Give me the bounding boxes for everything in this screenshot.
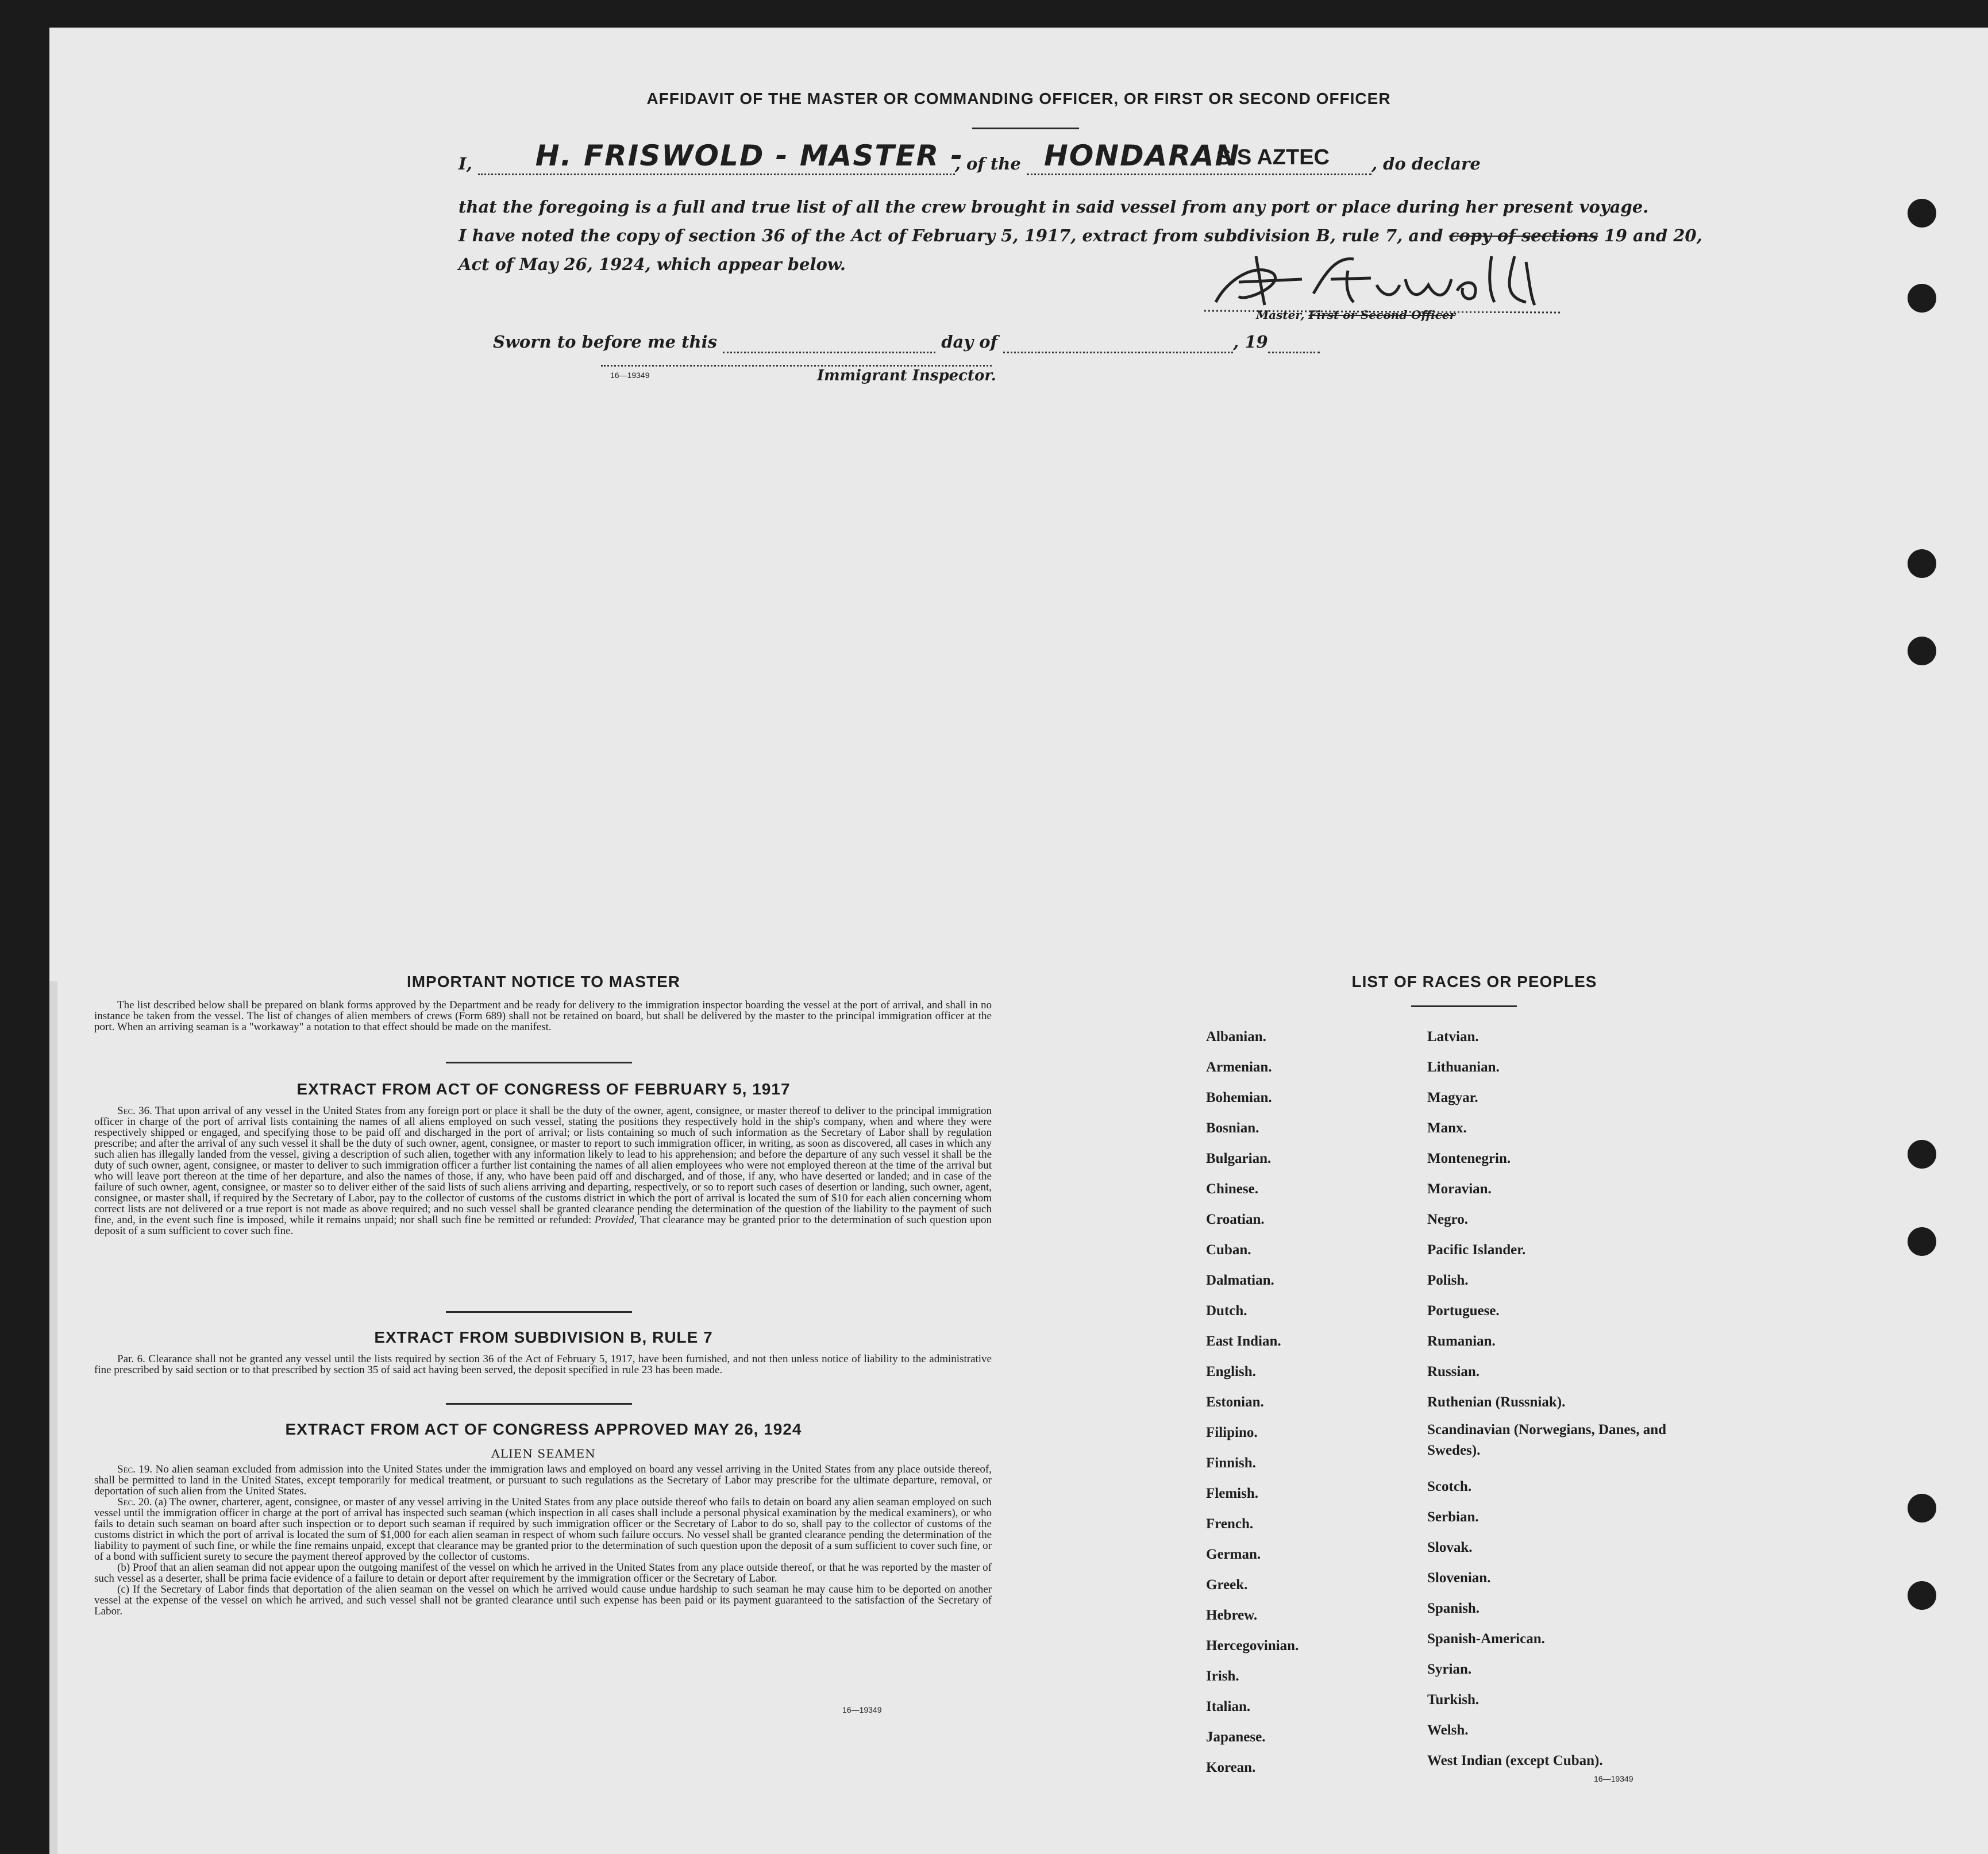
punch-hole	[1908, 199, 1936, 228]
sworn-prefix: Sworn to before me this	[493, 332, 717, 352]
race-item: Rumanian.	[1427, 1333, 1496, 1349]
sworn-day-label: day of	[941, 332, 998, 352]
punch-hole	[1908, 1581, 1936, 1610]
affidavit-line-3-text: I have noted the copy of section 36 of the Act of February 5, 1917, extract from subdivision B, rule 7, and	[459, 226, 1443, 245]
race-item: German.	[1206, 1547, 1261, 1562]
race-item: Manx.	[1427, 1120, 1467, 1136]
master-name-field	[478, 139, 964, 175]
race-item: Dalmatian.	[1206, 1273, 1274, 1288]
race-item: Latvian.	[1427, 1029, 1479, 1044]
divider	[1411, 1005, 1517, 1007]
divider	[972, 128, 1079, 129]
race-item: Armenian.	[1206, 1059, 1272, 1075]
section-label: Sec. 19.	[117, 1463, 153, 1475]
affidavit-line-3-end: 19 and 20,	[1604, 226, 1702, 245]
punch-hole	[1908, 1494, 1936, 1522]
affidavit-line-2: that the foregoing is a full and true list of all the crew brought in said vessel from any port or place during her present voyage.	[459, 197, 1649, 217]
race-item: Portuguese.	[1427, 1303, 1500, 1319]
race-item: Serbian.	[1427, 1509, 1479, 1525]
race-item: Slovenian.	[1427, 1570, 1491, 1586]
act-1924-heading: EXTRACT FROM ACT OF CONGRESS APPROVED MAY 26, 1924	[285, 1420, 802, 1438]
vessel-stamp: S S AZTEC	[1216, 145, 1330, 169]
race-item: Slovak.	[1427, 1540, 1473, 1555]
section-label: Sec. 20.	[117, 1496, 152, 1508]
punch-hole	[1908, 1140, 1936, 1169]
form-number: 16—19349	[842, 1705, 882, 1714]
affidavit-heading: AFFIDAVIT OF THE MASTER OR COMMANDING OFFICER, OR FIRST OR SECOND OFFICER	[646, 90, 1391, 107]
section-20a-body: (a) The owner, charterer, agent, consignee, or master of any vessel arriving in the United States from any place outside thereof who fails to detain on board any alien seaman employed on such vessel until the immigration officer in charge at the port of arrival has inspected such seaman (which inspection in all cases shall include a personal physical examination by the medical examiners), or who fails to detain such seaman on board after such inspection or to deport such seaman if required by such immigration officer or the Secretary of Labor to do so, shall pay to the collector of customs of the customs district in which the port of arrival is located the sum of $1,000 for each alien seaman in respect of whom such failure occurs. No vessel shall be granted clearance pending the determination of the liability to payment of such fine, or while the fine remains unpaid, except that clearance may be granted prior to the determination of such question upon the deposit of a sum sufficient to cover such fine, or of a bond with sufficient surety to secure the payment thereof approved by the collector of customs.	[94, 1496, 992, 1563]
sworn-year-field	[1268, 332, 1320, 353]
notice-text: The list described below shall be prepared on blank forms approved by the Department and be ready for delivery to the immigration inspector boarding the vessel at the port of arrival, and shall in no instance be taken from the vessel. The list of changes of alien members of crews (Form 689) shall not be retained on board, but shall be delivered by the master to the principal immigration officer at the port. When an arriving seaman is a "workaway" a notation to that effect should be made on the manifest.	[94, 999, 992, 1033]
race-item: East Indian.	[1206, 1333, 1281, 1349]
vessel-field	[1027, 139, 1371, 175]
affidavit-line-4: Act of May 26, 1924, which appear below.	[459, 255, 846, 274]
inspector-signature-line	[601, 365, 992, 367]
master-signature	[1204, 239, 1561, 319]
notice-heading: IMPORTANT NOTICE TO MASTER	[406, 973, 681, 990]
punch-hole	[1908, 549, 1936, 578]
race-item: Estonian.	[1206, 1394, 1264, 1410]
race-item: Hercegovinian.	[1206, 1638, 1299, 1653]
struck-title: First or Second Officer	[1308, 308, 1456, 322]
race-item: Scandinavian (Norwegians, Danes, and Swedes).	[1427, 1422, 1667, 1458]
sworn-month-field	[1003, 332, 1233, 353]
alien-seamen-subheading: ALIEN SEAMEN	[491, 1447, 596, 1460]
race-item: Croatian.	[1206, 1212, 1265, 1227]
race-item: Dutch.	[1206, 1303, 1247, 1319]
races-heading: LIST OF RACES OR PEOPLES	[1351, 973, 1597, 990]
rule-7-heading: EXTRACT FROM SUBDIVISION B, RULE 7	[374, 1328, 713, 1346]
section-19-body: No alien seaman excluded from admission into the United States under the immigration laws and employed on board any vessel arriving in the United States from any place outside thereof, shall be permitted to land in the United States, except temporarily for medical treatment, or pursuant to such regulations as the Secretary of Labor may prescribe for the ultimate departure, removal, or deportation of such alien from the United States.	[94, 1463, 992, 1497]
race-item: Turkish.	[1427, 1692, 1480, 1707]
race-item: Flemish.	[1206, 1486, 1258, 1501]
race-item: Pacific Islander.	[1427, 1242, 1526, 1258]
race-item: Russian.	[1427, 1364, 1480, 1379]
of-the-label: , of the	[954, 154, 1021, 174]
race-item: Finnish.	[1206, 1455, 1256, 1471]
race-item: Welsh.	[1427, 1722, 1469, 1738]
divider	[446, 1311, 632, 1313]
race-item: Filipino.	[1206, 1425, 1258, 1440]
race-item: Moravian.	[1427, 1181, 1492, 1197]
do-declare-label: , do declare	[1371, 154, 1481, 174]
punch-hole	[1908, 284, 1936, 313]
punch-hole	[1908, 637, 1936, 665]
race-item: West Indian (except Cuban).	[1427, 1753, 1603, 1768]
section-20b-text: (b) Proof that an alien seaman did not appear upon the outgoing manifest of the vessel on which he arrived in the United States from any place outside thereof, or that he was reported by the master of such vessel as a deserter, shall be prima facie evidence of a failure to detain or deport after requirement by the immigration officer or the Secretary of Labor.	[94, 1562, 992, 1585]
form-number: 16—19349	[1594, 1774, 1633, 1783]
declarant-prefix: I,	[459, 154, 472, 174]
section-20c-text: (c) If the Secretary of Labor finds that deportation of the alien seaman on the vessel on which he arrived would cause undue hardship to such seaman he may cause him to be deported on another vessel at the expense of the vessel on which he arrived, and such vessel shall not be granted clearance until such expense has been paid or its payment guaranteed to the satisfaction of the Secretary of Labor.	[94, 1583, 992, 1617]
sworn-year-label: , 19	[1233, 332, 1268, 352]
section-20a-text	[94, 1497, 992, 1562]
section-label: Sec. 36.	[117, 1105, 152, 1117]
sworn-day-field	[723, 332, 935, 353]
races-right-column	[1427, 1022, 1669, 1776]
race-item: Polish.	[1427, 1273, 1469, 1288]
race-item: French.	[1206, 1516, 1254, 1532]
race-item: Hebrew.	[1206, 1608, 1258, 1623]
race-item: Albanian.	[1206, 1029, 1266, 1044]
race-item: Bohemian.	[1206, 1090, 1272, 1105]
sworn-line	[493, 332, 1320, 353]
signer-title-master: Master,	[1256, 308, 1305, 322]
divider	[446, 1062, 632, 1063]
race-item: Korean.	[1206, 1760, 1256, 1775]
race-item: Bosnian.	[1206, 1120, 1259, 1136]
race-item: Montenegrin.	[1427, 1151, 1511, 1166]
provided-label: Provided,	[594, 1214, 637, 1226]
act-1917-heading: EXTRACT FROM ACT OF CONGRESS OF FEBRUARY 5, 1917	[296, 1080, 791, 1098]
race-item: Ruthenian (Russniak).	[1427, 1394, 1566, 1410]
race-item: Spanish.	[1427, 1601, 1480, 1616]
affidavit-line-1	[459, 139, 1579, 175]
race-item: Japanese.	[1206, 1729, 1266, 1745]
signer-title	[1256, 308, 1455, 322]
paragraph-6-text: Par. 6. Clearance shall not be granted any vessel until the lists required by section 36 of the Act of February 5, 1917, have been furnished, and not then unless notice of liability to the administrative fine prescribed by said section or to that prescribed by section 35 of said act having been served, the deposit specified in rule 23 has been made.	[94, 1353, 992, 1376]
race-item: Syrian.	[1427, 1662, 1472, 1677]
section-36-body: That upon arrival of any vessel in the United States from any foreign port or place it shall be the duty of the owner, agent, consignee, or master thereof to deliver to the principal immigration officer in charge of the port of arrival lists containing the names of all aliens employed on such vessel, stating the positions they respectively hold in the ship's company, when and where they were respectively shipped or engaged, and specifying those to be paid off and discharged in the port of arrival; or lists containing so much of such information as the Secretary of Labor shall by regulation prescribe; and after the arrival of any such vessel it shall be the duty of such owner, agent, consignee, or master to report to such immigration officer, in writing, as soon as discovered, all cases in which any such alien has illegally landed from the vessel, giving a description of such alien, together with any information likely to lead to his apprehension; and before the departure of any such vessel it shall be the duty of such owner, agent, consignee, or master to deliver to such immigration officer a further list containing the names of all alien employees who were not employed thereon at the time of the arrival but who will leave port thereon at the time of her departure, and also the names of those, if any, who have been paid off and discharged, and of those, if any, who have deserted or landed; and in case of the failure of such owner, agent, consignee, or master so to deliver either of the said lists of such aliens arriving and departing, respectively, or so to report such cases of desertion or landing, such owner, agent, consignee, or master shall, if required by the Secretary of Labor, pay to the collector of customs of the customs district in which the port of arrival is located the sum of $10 for each alien concerning whom correct lists are not delivered or a true report is not made as above required; and no such vessel shall be granted clearance pending the determination of the question of the liability to the payment of such fine, and, in the event such fine is imposed, while it remains unpaid; nor shall such fine be remitted or refunded:	[94, 1105, 992, 1226]
race-item: English.	[1206, 1364, 1256, 1379]
race-item: Scotch.	[1427, 1479, 1472, 1494]
race-item: Magyar.	[1427, 1090, 1478, 1105]
master-name-handwritten: H. FRISWOLD - MASTER -	[535, 139, 964, 172]
race-item: Negro.	[1427, 1212, 1469, 1227]
document-page	[49, 28, 1988, 1854]
inspector-label: Immigrant Inspector.	[817, 367, 996, 384]
punch-hole	[1908, 1227, 1936, 1256]
races-left-column	[1206, 1022, 1299, 1783]
race-item: Irish.	[1206, 1668, 1239, 1684]
race-item: Bulgarian.	[1206, 1151, 1272, 1166]
vessel-handwritten: HONDARAN	[1043, 139, 1240, 172]
race-item: Chinese.	[1206, 1181, 1258, 1197]
alien-seamen-sections	[94, 1464, 992, 1617]
form-number: 16—19349	[610, 371, 650, 380]
struck-text: copy of sections	[1448, 226, 1598, 245]
section-19-text	[94, 1464, 992, 1497]
race-item: Spanish-American.	[1427, 1631, 1545, 1647]
race-item: Cuban.	[1206, 1242, 1251, 1258]
race-item: Lithuanian.	[1427, 1059, 1500, 1075]
race-item: Italian.	[1206, 1699, 1251, 1714]
section-36-text	[94, 1105, 992, 1236]
section-36-end: That clearance may be granted prior to the determination of such question upon deposit of a sum sufficient to cover such fine.	[94, 1214, 992, 1237]
race-item: Greek.	[1206, 1577, 1248, 1593]
divider	[446, 1403, 632, 1405]
